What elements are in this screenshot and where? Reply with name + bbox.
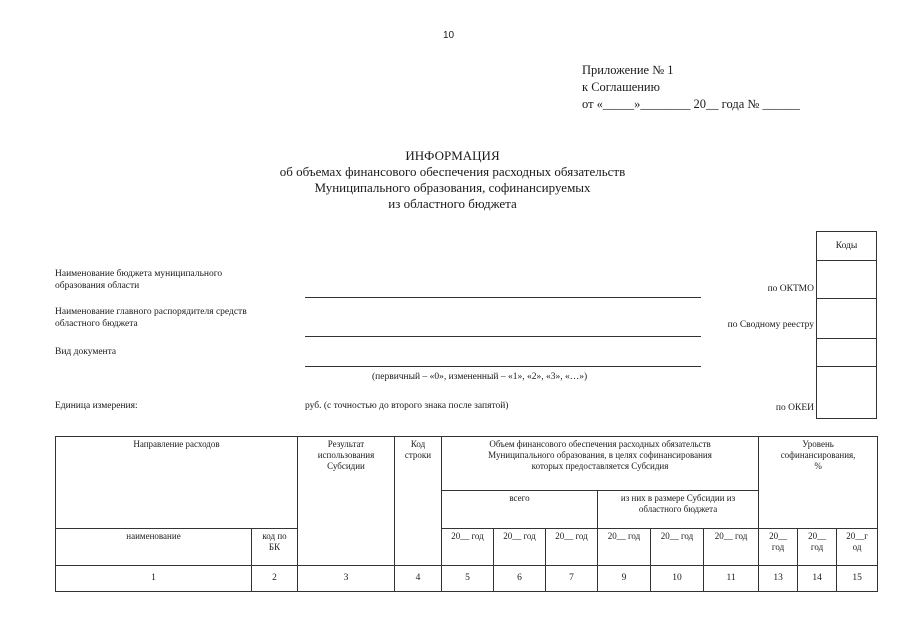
doc-type-code-cell[interactable] [817,339,877,367]
appendix-line: Приложение № 1 [582,63,674,77]
appendix-line: к Соглашению [582,80,660,94]
manager-line[interactable] [305,336,701,337]
codes-table [816,231,877,419]
registry-code-cell[interactable] [817,299,877,339]
registry-label: по Сводному реестру [727,320,814,330]
column-number: 10 [651,566,704,592]
year-header: 20__ год [546,529,598,566]
year-header: 20__ год [651,529,704,566]
year-header: 20__ год [704,529,759,566]
appendix-line: от «_____»________ 20__ года № ______ [582,97,800,111]
column-number: 15 [837,566,878,592]
column-number: 14 [798,566,837,592]
volume-header: Объем финансового обеспечения расходных обязательств Муниципального образования, в целях софинансирования которых предоставляется Субсидия [442,437,759,491]
doc-type-line[interactable] [305,366,701,367]
subsidy-header: из них в размере Субсидии из областного бюджета [598,491,759,529]
column-number: 1 [56,566,252,592]
year-header: 20__ год [442,529,494,566]
level-header: Уровень софинансирования, % [759,437,878,529]
title-line: Муниципального образования, софинансируемых [314,180,591,195]
title-heading: ИНФОРМАЦИЯ [405,148,500,163]
title-line: из областного бюджета [388,196,517,211]
column-number: 7 [546,566,598,592]
level-year-header: 20__ год [759,529,798,566]
document-title [0,148,905,212]
bk-code-header: код по БК [252,529,298,566]
column-number: 5 [442,566,494,592]
column-number: 3 [298,566,395,592]
expenses-table [55,436,878,592]
doc-type-label: Вид документа [55,347,117,357]
level-year-header: 20__г од [837,529,878,566]
row-code-header: Код строки [395,437,442,566]
appendix-header [582,62,800,113]
column-number: 11 [704,566,759,592]
budget-name-label: Наименование бюджета муниципального образования области [55,269,223,291]
oktmo-code-cell[interactable] [817,261,877,299]
column-number: 6 [494,566,546,592]
page-number: 10 [443,30,455,41]
column-number: 13 [759,566,798,592]
name-header: наименование [56,529,252,566]
year-header: 20__ год [494,529,546,566]
okei-label: по ОКЕИ [775,403,814,413]
column-number: 4 [395,566,442,592]
title-line: об объемах финансового обеспечения расходных обязательств [279,164,626,179]
budget-name-line[interactable] [305,297,701,298]
codes-header: Коды [817,232,877,261]
doc-type-hint: (первичный – «0», измененный – «1», «2», «3», «…») [372,372,588,382]
unit-label: Единица измерения: [55,401,138,411]
column-number: 2 [252,566,298,592]
unit-value: руб. (с точностью до второго знака после запятой) [305,401,509,411]
level-year-header: 20__ год [798,529,837,566]
manager-label: Наименование главного распорядителя средств областного бюджета [55,307,247,329]
oktmo-label: по ОКТМО [767,284,814,294]
direction-header: Направление расходов [56,437,298,529]
column-number: 9 [598,566,651,592]
okei-code-cell[interactable] [817,367,877,419]
total-header: всего [442,491,598,529]
result-header: Результат использования Субсидии [298,437,395,566]
year-header: 20__ год [598,529,651,566]
